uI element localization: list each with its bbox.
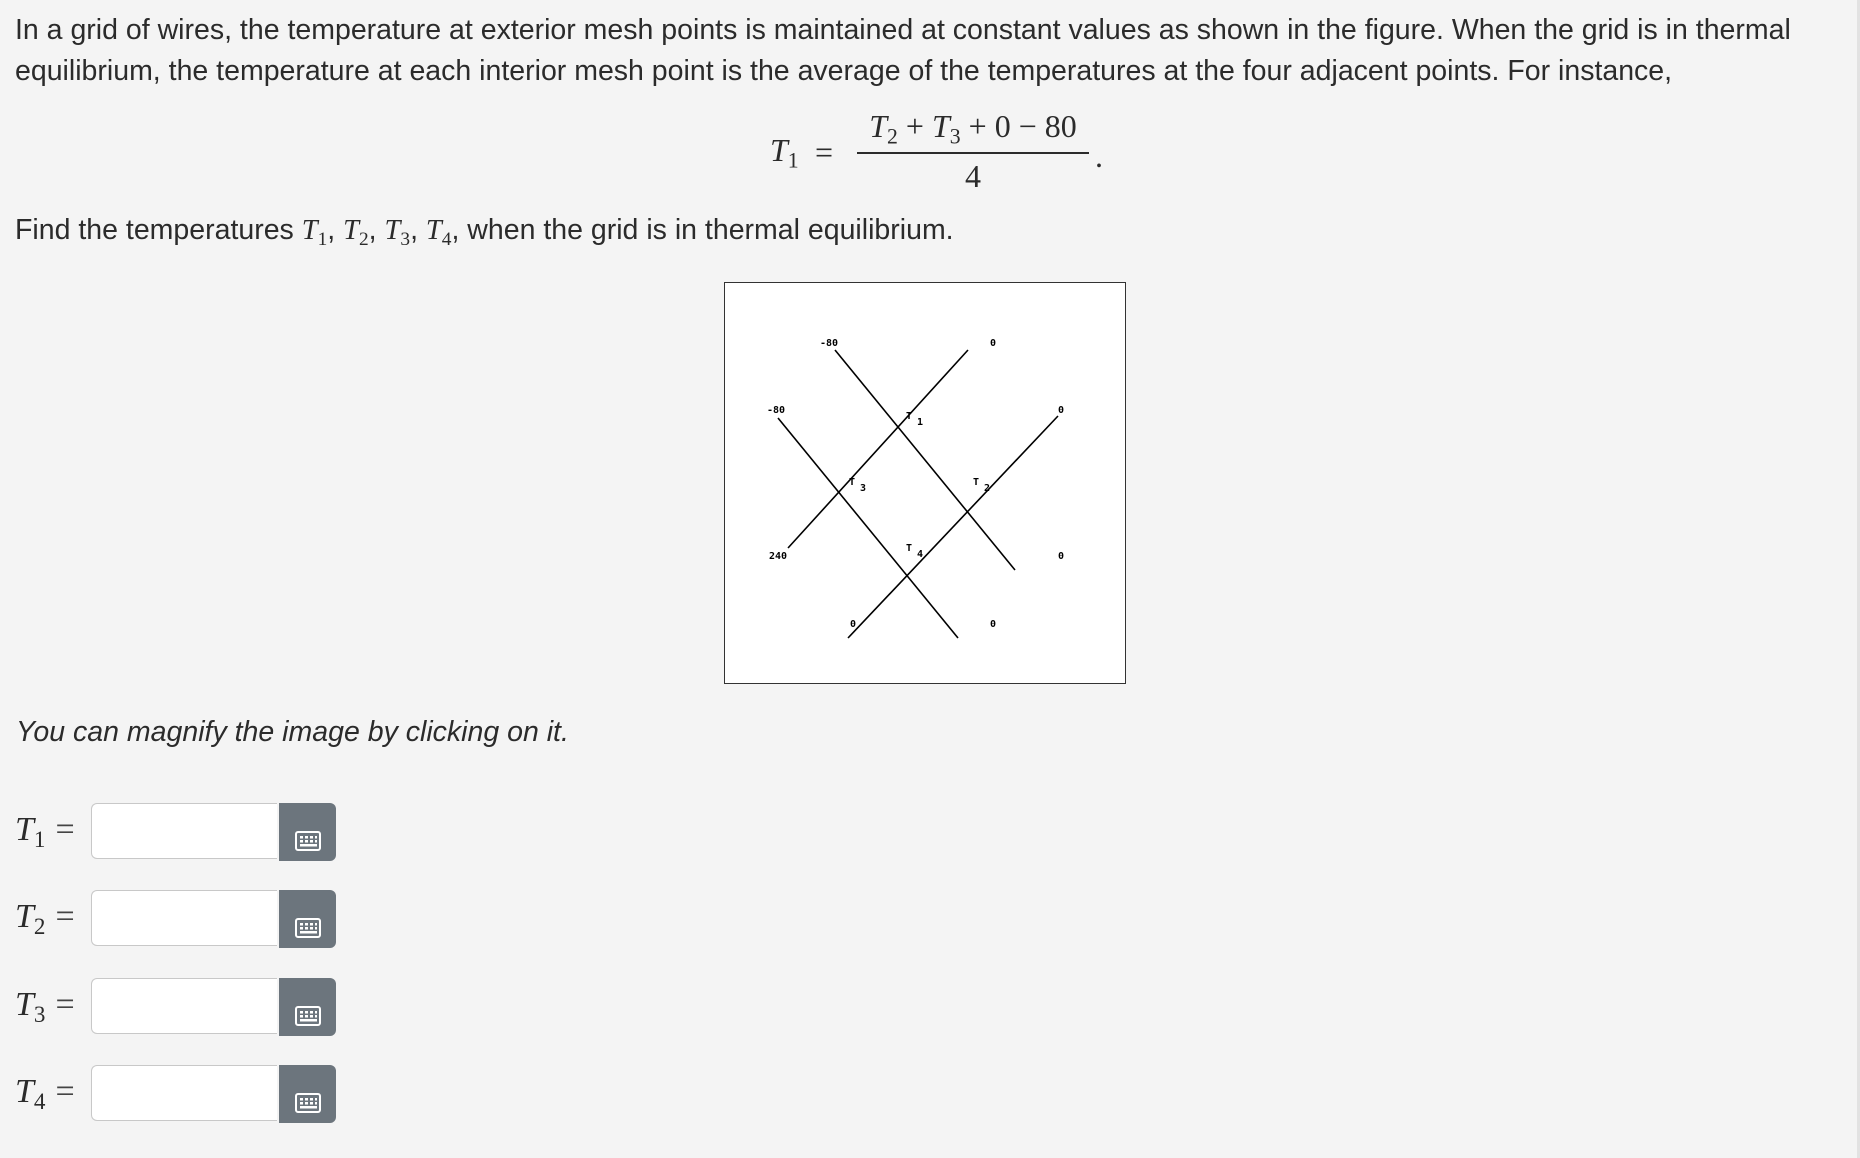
label-right-upper: 0 bbox=[1058, 405, 1065, 416]
node-t2-number: 2 bbox=[984, 483, 991, 494]
keyboard-icon bbox=[295, 831, 321, 851]
fraction-bar bbox=[857, 152, 1089, 154]
answer-input-t2[interactable] bbox=[91, 890, 277, 946]
node-t4-number: 4 bbox=[917, 549, 924, 560]
wire-diagonal-b bbox=[778, 418, 958, 638]
formula-numerator: $T_2 + T_3 + 0 - 80$ bbox=[869, 108, 1077, 149]
answer-label-t1: $T_1$ = bbox=[15, 811, 75, 853]
keyboard-icon bbox=[295, 918, 321, 938]
formula-denominator: 4 bbox=[965, 158, 981, 194]
answer-row-t1 bbox=[15, 803, 345, 863]
keyboard-icon bbox=[295, 1093, 321, 1113]
answer-row-t2 bbox=[15, 890, 345, 950]
math-keyboard-button-t2[interactable] bbox=[279, 890, 336, 948]
wire-grid-figure[interactable] bbox=[724, 282, 1126, 684]
label-bottom-right: 0 bbox=[990, 619, 997, 630]
node-t1-letter: T bbox=[906, 411, 913, 422]
node-t1-number: 1 bbox=[917, 417, 924, 428]
answer-row-t3 bbox=[15, 978, 345, 1038]
node-t4-letter: T bbox=[906, 543, 913, 554]
keyboard-icon bbox=[295, 1006, 321, 1026]
label-top-right: 0 bbox=[990, 338, 997, 349]
formula-equals: = bbox=[815, 134, 834, 170]
node-t3-letter: T bbox=[849, 477, 856, 488]
find-instruction: Find the temperatures $T_1$, $T_2$, $T_3$, $T_4$, when the grid is in thermal equilibrium. bbox=[15, 214, 954, 250]
wire-diagonal-c bbox=[788, 350, 968, 548]
label-right-lower: 0 bbox=[1058, 551, 1065, 562]
formula-period: . bbox=[1095, 138, 1103, 174]
node-t3-number: 3 bbox=[860, 483, 867, 494]
math-keyboard-button-t3[interactable] bbox=[279, 978, 336, 1036]
answer-input-t3[interactable] bbox=[91, 978, 277, 1034]
formula-lhs: $T_1$ bbox=[770, 132, 799, 173]
wire-diagonal-d bbox=[848, 416, 1058, 638]
answer-label-t4: $T_4$ = bbox=[15, 1073, 75, 1115]
math-keyboard-button-t1[interactable] bbox=[279, 803, 336, 861]
node-t2-letter: T bbox=[973, 477, 980, 488]
wire-diagonal-a bbox=[835, 350, 1015, 570]
answer-input-t1[interactable] bbox=[91, 803, 277, 859]
answer-row-t4 bbox=[15, 1065, 345, 1125]
label-top-left: -80 bbox=[820, 338, 839, 349]
label-left-upper: -80 bbox=[767, 405, 786, 416]
wire-grid-diagram bbox=[725, 283, 1125, 683]
answer-input-t4[interactable] bbox=[91, 1065, 277, 1121]
problem-intro: In a grid of wires, the temperature at exterior mesh points is maintained at constant values as shown in the figure. When the grid is in thermal equilibrium, the temperature at each interior mesh point is the average of the temperatures at the four adjacent points. For instance, bbox=[15, 14, 1791, 87]
magnify-hint: You can magnify the image by clicking on it. bbox=[16, 716, 569, 748]
math-keyboard-button-t4[interactable] bbox=[279, 1065, 336, 1123]
answer-label-t2: $T_2$ = bbox=[15, 898, 75, 940]
answer-label-t3: $T_3$ = bbox=[15, 986, 75, 1028]
label-left-lower: 240 bbox=[769, 551, 788, 562]
label-bottom-left: 0 bbox=[850, 619, 857, 630]
